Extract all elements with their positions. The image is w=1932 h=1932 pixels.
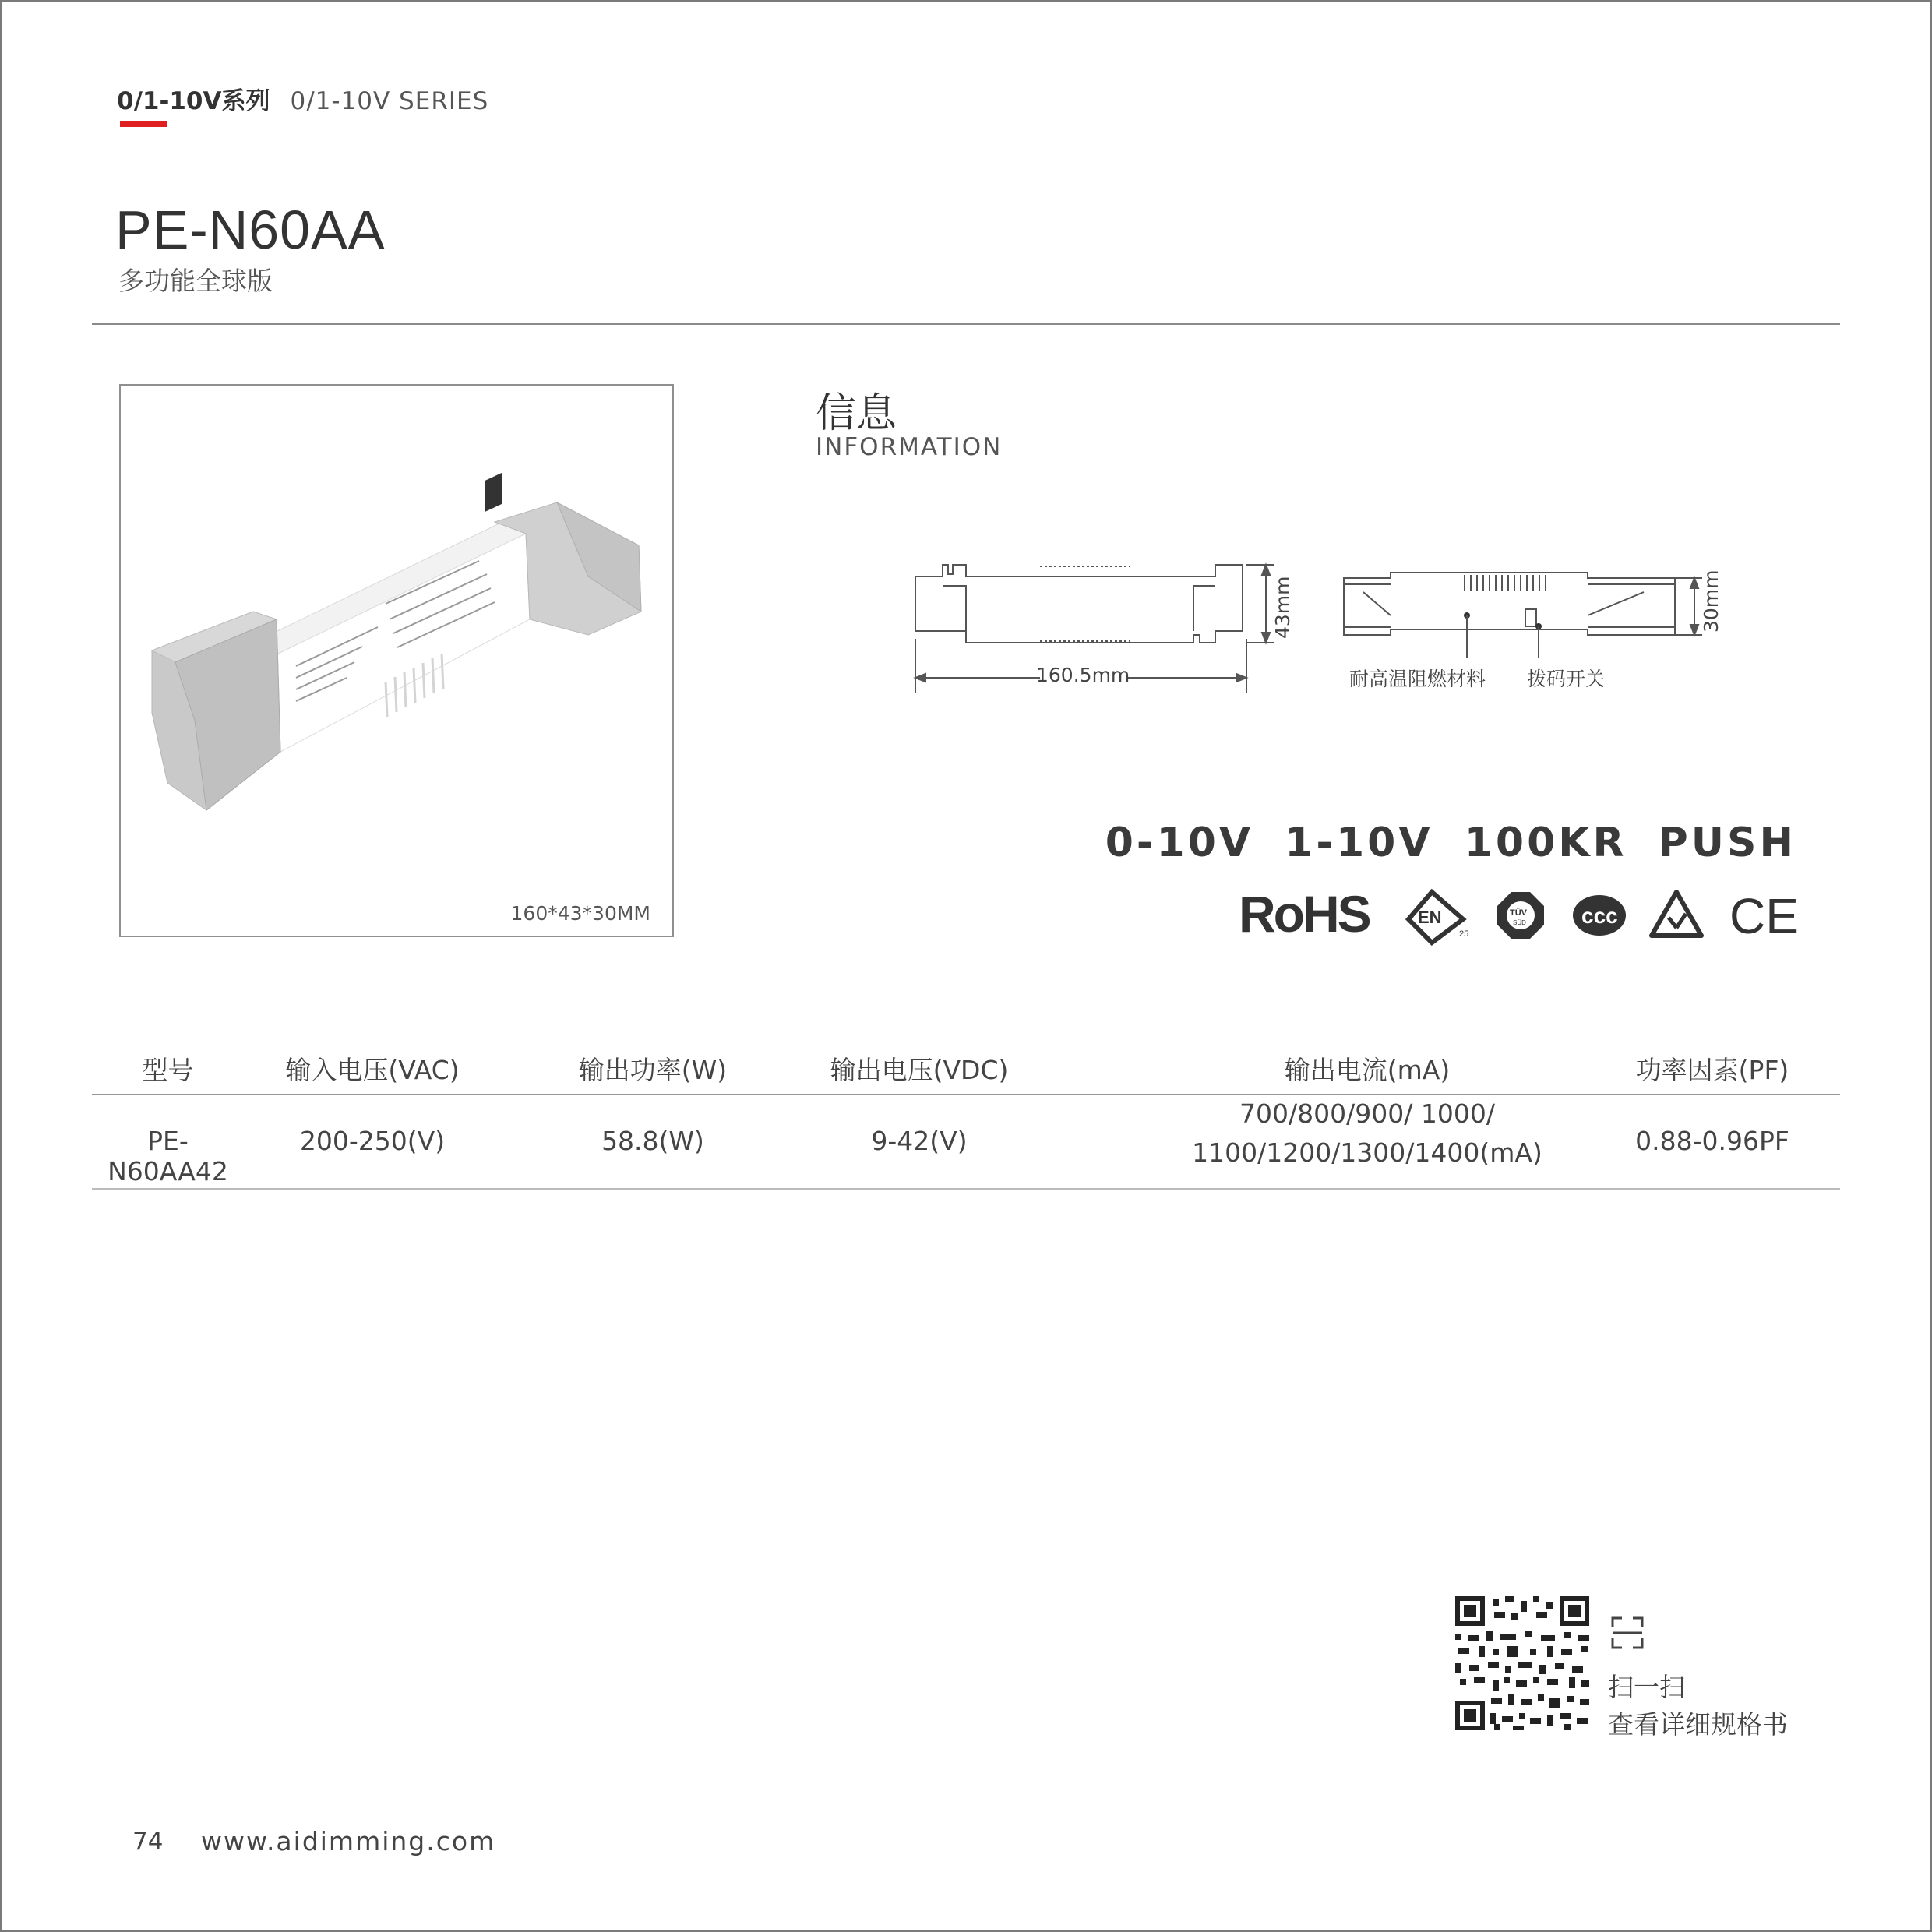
dimension-diagram xyxy=(904,545,1729,732)
header-divider xyxy=(92,323,1840,325)
material-callout-label: 耐高温阻燃材料 xyxy=(1349,668,1486,690)
cell-input-voltage: 200-250(V) xyxy=(299,1126,446,1156)
series-heading xyxy=(117,81,488,116)
cell-output-current-line2: 1100/1200/1300/1400(mA) xyxy=(1192,1137,1542,1168)
qr-code-icon[interactable] xyxy=(1455,1596,1589,1730)
spec-table xyxy=(92,1044,1840,1188)
model-subtitle: 多功能全球版 xyxy=(118,266,273,296)
qr-caption-line2: 查看详细规格书 xyxy=(1608,1709,1788,1740)
length-dimension-label: 160.5mm xyxy=(1036,664,1130,686)
rohs-icon: RoHS xyxy=(1239,885,1370,943)
cell-power-factor: 0.88-0.96PF xyxy=(1635,1126,1789,1156)
website-link[interactable]: www.aidimming.com xyxy=(201,1826,496,1856)
certification-icons xyxy=(1239,884,1800,947)
svg-text:ccc: ccc xyxy=(1581,904,1618,928)
tuv-icon xyxy=(1497,892,1544,939)
header-power-factor: 功率因素(PF) xyxy=(1635,1055,1789,1085)
header-output-current: 输出电流(mA) xyxy=(1284,1055,1451,1085)
width-dimension-label: 43mm xyxy=(1271,576,1294,639)
height-dimension-label: 30mm xyxy=(1700,569,1722,633)
series-cn: 0/1-10V系列 xyxy=(117,87,270,115)
product-size-caption: 160*43*30MM xyxy=(510,902,650,925)
ccc-icon xyxy=(1573,895,1626,936)
rcm-icon xyxy=(1652,892,1701,936)
led-driver-photo xyxy=(121,386,675,939)
header-model: 型号 xyxy=(142,1055,194,1085)
scan-frame-icon xyxy=(1611,1616,1644,1649)
dimming-modes: 0-10V 1-10V 100KR PUSH xyxy=(1105,820,1796,866)
table-header-row xyxy=(92,1044,1840,1095)
info-title-cn: 信息 xyxy=(816,390,897,437)
table-header-divider xyxy=(92,1094,1840,1095)
table-bottom-divider xyxy=(92,1188,1840,1190)
cell-output-current xyxy=(1188,1095,1546,1172)
product-image-box xyxy=(119,384,674,937)
svg-text:TÜV: TÜV xyxy=(1510,908,1527,918)
header-output-power: 输出功率(W) xyxy=(578,1055,728,1085)
cell-output-current-line1: 700/800/900/ 1000/ xyxy=(1239,1098,1495,1129)
svg-text:25: 25 xyxy=(1459,929,1469,939)
header-output-voltage: 输出电压(VDC) xyxy=(830,1055,1009,1085)
cell-output-power: 58.8(W) xyxy=(601,1126,704,1156)
svg-text:EN: EN xyxy=(1418,908,1442,927)
table-row xyxy=(92,1095,1840,1188)
page-number: 74 xyxy=(132,1828,164,1856)
info-title-en: INFORMATION xyxy=(816,433,1003,461)
qr-caption-line1: 扫一扫 xyxy=(1608,1672,1685,1702)
enec-icon xyxy=(1408,892,1468,943)
header-input-voltage: 输入电压(VAC) xyxy=(285,1055,460,1085)
accent-bar xyxy=(120,121,167,127)
cell-model: PE-N60AA42 xyxy=(108,1126,228,1186)
switch-callout-label: 拨码开关 xyxy=(1527,668,1606,690)
cell-output-voltage: 9-42(V) xyxy=(871,1126,968,1156)
series-en: 0/1-10V SERIES xyxy=(290,87,489,115)
ce-icon xyxy=(1729,888,1799,944)
svg-text:SÜD: SÜD xyxy=(1513,919,1526,926)
svg-text:CE: CE xyxy=(1729,888,1799,944)
model-title: PE-N60AA xyxy=(115,199,386,260)
